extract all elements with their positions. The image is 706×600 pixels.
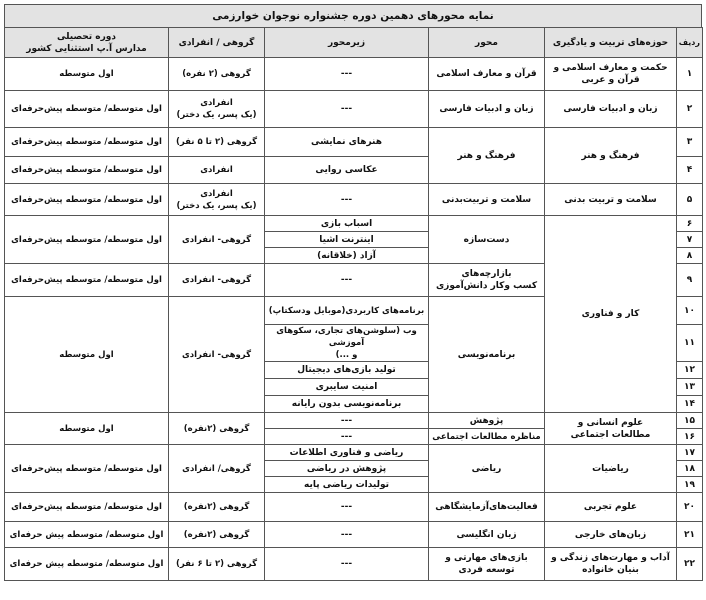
axis-cell xyxy=(429,264,545,297)
level-cell: اول متوسطه/ متوسطه پیش‌حرفه‌ای xyxy=(5,216,169,264)
header-row-number: ردیف xyxy=(677,28,703,58)
subaxis-cell: امنیت سایبری xyxy=(265,379,429,396)
subaxis-cell: برنامه‌های کاربردی(موبایل ودسکتاپ) xyxy=(265,297,429,325)
row-number: ۱۱ xyxy=(677,325,703,362)
header-level-line-2: مدارس آ.پ استثنایی کشور xyxy=(26,43,147,54)
subaxis-cell: تولید بازی‌های دیجیتال xyxy=(265,362,429,379)
header-area: حوزه‌های تربیت و یادگیری xyxy=(545,28,677,58)
row-number: ۲۰ xyxy=(677,493,703,522)
row-number: ۲۲ xyxy=(677,548,703,581)
table-row xyxy=(5,184,703,216)
group-cell: گروهی (۲نفره) xyxy=(169,493,265,522)
row-number: ۴ xyxy=(677,157,703,184)
subaxis-cell: آزاد (خلاقانه) xyxy=(265,248,429,264)
row-number: ۵ xyxy=(677,184,703,216)
row-number: ۱۳ xyxy=(677,379,703,396)
axis-cell: فعالیت‌های‌آزمایشگاهی xyxy=(429,493,545,522)
table-row xyxy=(5,548,703,581)
axis-line-1: بازی‌های مهارتی و xyxy=(445,553,528,563)
group-cell: گروهی (۲نفره) xyxy=(169,413,265,445)
row-number: ۱۸ xyxy=(677,461,703,477)
subaxis-cell: پژوهش در ریاضی xyxy=(265,461,429,477)
row-number: ۱۴ xyxy=(677,396,703,413)
area-cell: علوم تجربی xyxy=(545,493,677,522)
row-number: ۱ xyxy=(677,58,703,91)
group-cell xyxy=(169,91,265,128)
axis-cell: زبان انگلیسی xyxy=(429,522,545,548)
row-number: ۱۹ xyxy=(677,477,703,493)
table-row xyxy=(5,445,703,461)
level-cell: اول متوسطه/ متوسطه پیش‌حرفه‌ای xyxy=(5,91,169,128)
group-cell: گروهی- انفرادی xyxy=(169,297,265,413)
group-cell: انفرادی xyxy=(169,157,265,184)
group-cell: گروهی (۲ تا ۶ نفر) xyxy=(169,548,265,581)
table-title: نمایه محورهای دهمین دوره جشنواره نوجوان خوارزمی xyxy=(4,4,702,27)
row-number: ۳ xyxy=(677,128,703,157)
level-cell: اول متوسطه xyxy=(5,58,169,91)
header-axis: محور xyxy=(429,28,545,58)
group-cell: گروهی- انفرادی xyxy=(169,264,265,297)
area-cell: کار و فناوری xyxy=(545,216,677,413)
axis-cell: فرهنگ و هنر xyxy=(429,128,545,184)
header-row xyxy=(5,28,703,58)
subaxis-cell: برنامه‌نویسی بدون رایانه xyxy=(265,396,429,413)
group-cell xyxy=(169,184,265,216)
row-number: ۹ xyxy=(677,264,703,297)
axis-line-2: توسعه فردی xyxy=(458,565,515,575)
axis-cell: مناظره مطالعات اجتماعی xyxy=(429,429,545,445)
level-cell: اول متوسطه/ متوسطه پیش‌حرفه‌ای xyxy=(5,264,169,297)
row-number: ۱۷ xyxy=(677,445,703,461)
subaxis-cell: --- xyxy=(265,548,429,581)
header-level xyxy=(5,28,169,58)
table-row xyxy=(5,128,703,157)
table-row xyxy=(5,91,703,128)
area-line-1: علوم انسانی و xyxy=(577,417,644,428)
axis-cell: پژوهش xyxy=(429,413,545,429)
area-cell xyxy=(545,548,677,581)
axis-cell: سلامت و تربیت‌بدنی xyxy=(429,184,545,216)
axis-cell: ریاضی xyxy=(429,445,545,493)
subaxis-cell: --- xyxy=(265,91,429,128)
table-row xyxy=(5,522,703,548)
subaxis-cell: اسباب بازی xyxy=(265,216,429,232)
axis-cell: برنامه‌نویسی xyxy=(429,297,545,413)
subaxis-cell: --- xyxy=(265,413,429,429)
header-subaxis: زیرمحور xyxy=(265,28,429,58)
table-row xyxy=(5,58,703,91)
row-number: ۲۱ xyxy=(677,522,703,548)
level-cell: اول متوسطه xyxy=(5,297,169,413)
axis-cell: زبان و ادبیات فارسی xyxy=(429,91,545,128)
subaxis-cell: اینترنت اشیا xyxy=(265,232,429,248)
subaxis-cell: --- xyxy=(265,58,429,91)
row-number: ۷ xyxy=(677,232,703,248)
group-line-1: انفرادی xyxy=(200,188,233,199)
group-line-2: (یک پسر، یک دختر) xyxy=(176,110,257,120)
area-line-2: بنیان خانواده xyxy=(582,565,639,575)
area-cell: ریاضیات xyxy=(545,445,677,493)
area-cell: فرهنگ و هنر xyxy=(545,128,677,184)
level-cell: اول متوسطه/ متوسطه پیش‌حرفه‌ای xyxy=(5,128,169,157)
subaxis-cell: ریاضی و فناوری اطلاعات xyxy=(265,445,429,461)
group-line-1: انفرادی xyxy=(200,98,233,108)
level-cell: اول متوسطه/ متوسطه پیش حرفه‌ای xyxy=(5,522,169,548)
area-cell: زبان‌های خارجی xyxy=(545,522,677,548)
axis-line-2: کسب وکار دانش‌آموزی xyxy=(435,281,538,291)
table-row xyxy=(5,216,703,232)
subaxis-cell: تولیدات ریاضی پایه xyxy=(265,477,429,493)
group-cell: گروهی/ انفرادی xyxy=(169,445,265,493)
group-cell: گروهی (۲نفره) xyxy=(169,522,265,548)
area-line-2: مطالعات اجتماعی xyxy=(570,429,651,440)
subaxis-line-2: و ...) xyxy=(335,350,358,360)
row-number: ۲ xyxy=(677,91,703,128)
subaxis-cell xyxy=(265,325,429,362)
level-cell: اول متوسطه/ متوسطه پیش حرفه‌ای xyxy=(5,548,169,581)
document xyxy=(4,4,702,581)
row-number: ۱۰ xyxy=(677,297,703,325)
level-cell: اول متوسطه xyxy=(5,413,169,445)
subaxis-line-1: وب (سلوشن‌های تجاری، سکوهای آموزشی xyxy=(276,326,417,348)
row-number: ۱۵ xyxy=(677,413,703,429)
subaxis-cell: عکاسی روایی xyxy=(265,157,429,184)
level-cell: اول متوسطه/ متوسطه پیش‌حرفه‌ای xyxy=(5,157,169,184)
area-cell: حکمت و معارف اسلامی و قرآن و عربی xyxy=(545,58,677,91)
row-number: ۱۶ xyxy=(677,429,703,445)
area-line-1: آداب و مهارت‌های زندگی و xyxy=(551,553,670,563)
subaxis-cell: --- xyxy=(265,429,429,445)
axes-table xyxy=(4,27,703,581)
axis-cell: قرآن و معارف اسلامی xyxy=(429,58,545,91)
group-cell: گروهی- انفرادی xyxy=(169,216,265,264)
table-row xyxy=(5,493,703,522)
subaxis-cell: هنرهای نمایشی xyxy=(265,128,429,157)
table-row xyxy=(5,413,703,429)
level-cell: اول متوسطه/ متوسطه پیش‌حرفه‌ای xyxy=(5,184,169,216)
axis-cell xyxy=(429,548,545,581)
area-cell: سلامت و تربیت بدنی xyxy=(545,184,677,216)
group-cell: گروهی (۲ نفره) xyxy=(169,58,265,91)
area-cell xyxy=(545,413,677,445)
subaxis-cell: --- xyxy=(265,493,429,522)
group-cell: گروهی (۲ تا ۵ نفر) xyxy=(169,128,265,157)
row-number: ۸ xyxy=(677,248,703,264)
header-group: گروهی / انفرادی xyxy=(169,28,265,58)
header-level-line-1: دوره تحصیلی xyxy=(56,31,117,42)
subaxis-cell: --- xyxy=(265,184,429,216)
area-cell: زبان و ادبیات فارسی xyxy=(545,91,677,128)
level-cell: اول متوسطه/ متوسطه پیش‌حرفه‌ای xyxy=(5,493,169,522)
row-number: ۶ xyxy=(677,216,703,232)
axis-line-1: بازارچه‌های xyxy=(461,269,512,279)
row-number: ۱۲ xyxy=(677,362,703,379)
subaxis-cell: --- xyxy=(265,264,429,297)
level-cell: اول متوسطه/ متوسطه پیش‌حرفه‌ای xyxy=(5,445,169,493)
axis-cell: دست‌سازه xyxy=(429,216,545,264)
subaxis-cell: --- xyxy=(265,522,429,548)
group-line-2: (یک پسر، یک دختر) xyxy=(176,200,257,211)
